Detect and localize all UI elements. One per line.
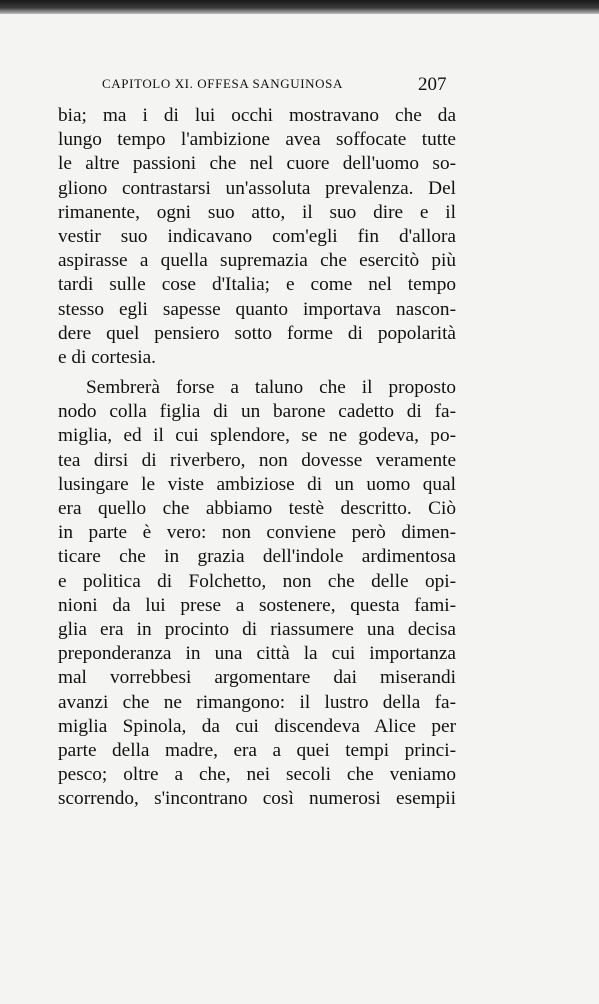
text-line: preponderanza in una città la cui importanza [58, 643, 456, 665]
text-line: lungo tempo l'ambizione avea soffocate tutte [58, 129, 456, 151]
text-line: lusingare le viste ambiziose di un uomo qual [58, 473, 456, 495]
text-line: nioni da lui prese a sostenere, questa fami- [58, 594, 456, 616]
text-line: scorrendo, s'incontrano così numerosi esempii [58, 788, 456, 810]
text-line: nodo colla figlia di un barone cadetto di fa- [58, 401, 456, 423]
book-page [0, 14, 599, 1004]
text-line: miglia, ed il cui splendore, se ne godeva, po- [58, 425, 456, 447]
text-line: avanzi che ne rimangono: il lustro della fa- [58, 691, 456, 713]
text-line: in parte è vero: non conviene però dimen- [58, 522, 456, 544]
text-line: le altre passioni che nel cuore dell'uomo so- [58, 153, 456, 175]
paragraph-1 [58, 104, 456, 370]
page-number: 207 [418, 74, 447, 95]
body-text [58, 104, 456, 811]
text-line: pesco; oltre a che, nei secoli che veniamo [58, 764, 456, 786]
text-line: dere quel pensiero sotto forme di popolarità [58, 322, 456, 344]
text-line: e di cortesia. [58, 346, 156, 368]
paragraph-2 [58, 376, 456, 811]
text-line: vestir suo indicavano com'egli fin d'allora [58, 225, 456, 247]
text-line: glia era in procinto di riassumere una decisa [58, 618, 456, 640]
text-line: gliono contrastarsi un'assoluta prevalenza. Del [58, 177, 456, 199]
text-line: stesso egli sapesse quanto importava nascon- [58, 298, 456, 320]
text-line: Sembrerà forse a taluno che il proposto [86, 377, 456, 399]
text-line: era quello che abbiamo testè descritto. Ciò [58, 498, 456, 519]
text-line: parte della madre, era a quei tempi princi- [58, 739, 456, 761]
text-line: bia; ma i di lui occhi mostravano che da [58, 105, 456, 126]
text-line: tea dirsi di riverbero, non dovesse veramente [58, 449, 456, 471]
text-line: mal vorrebbesi argomentare dai miserandi [58, 667, 456, 689]
text-line: tardi sulle cose d'Italia; e come nel tempo [58, 274, 456, 296]
text-line: rimanente, ogni suo atto, il suo dire e il [58, 201, 456, 223]
scan-top-edge [0, 0, 599, 14]
text-line: miglia Spinola, da cui discendeva Alice per [58, 715, 456, 737]
text-line: e politica di Folchetto, non che delle opi- [58, 570, 456, 592]
text-line: aspirasse a quella supremazia che esercitò più [58, 250, 456, 272]
chapter-title: CAPITOLO XI. OFFESA SANGUINOSA [102, 76, 343, 91]
text-line: ticare che in grazia dell'indole ardimentosa [58, 546, 456, 568]
